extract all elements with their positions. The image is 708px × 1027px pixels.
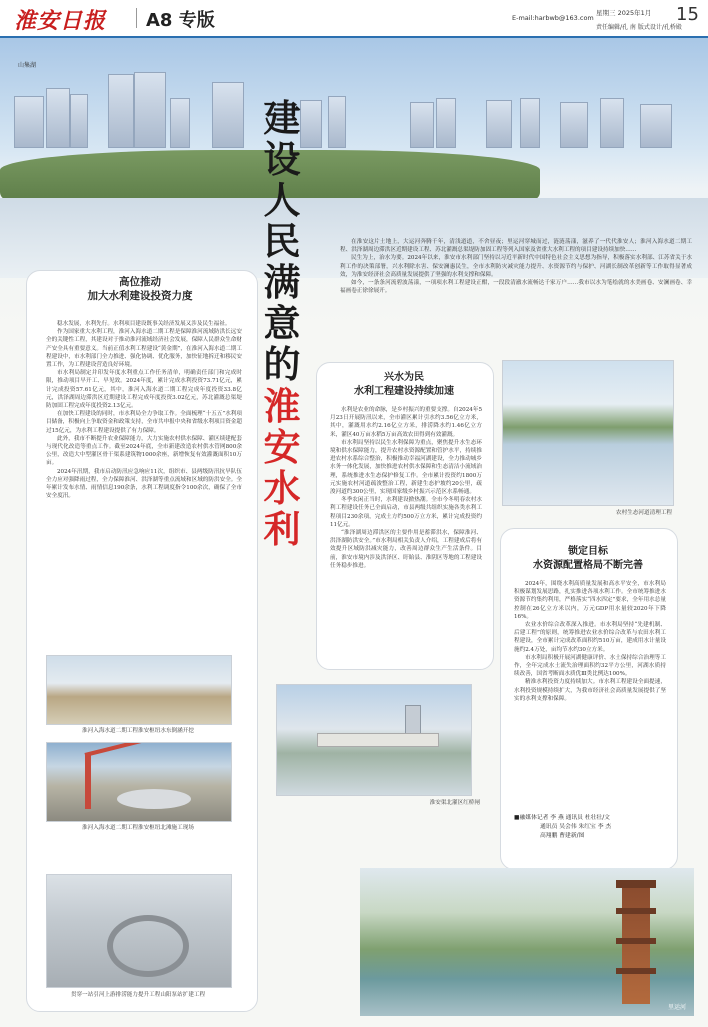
photo-section1-c [46, 874, 232, 988]
section1-title-1: 高位推动 [119, 276, 161, 288]
masthead-divider [136, 8, 137, 28]
section3-text: 2024年，围绕水利高质量发展和高水平安全，市水利局积极谋划发展思路，扎实推进各项水利工作。全市统筹推进水资源节约集约利用，严格落实“四水四定”要求，全年用水总量控制在26亿立方米以内，万元GDP用水量较2020年下降16%。 农业水价综合改革深入推进。市水利局坚持“先建机制、后建工程”的原则，统筹推进农业水价综合改革与农田水利工程建设，全市累计完成改革面积约510万亩，建成用水计量设施约2.4万处，亩均节水约30立方米。 市水利局积极开展河湖健康评价、水土保持综合治理等工作，全年完成水土流失治理面积约32平方公里，河湖水质持续改善，国省考断面水质优Ⅲ类比例达100%。 精准水利投资力度持续加大。市水利工程建设全面提速，水利投资规模持续扩大，为我市经济社会高质量发展提供了坚实的水利支撑和保障。 [514, 581, 666, 702]
credits: ■融媒体记者 李 燕 通讯员 杜壮壮/文 通讯员 吴会伟 朱红宝 李 杰 高翔鹏 曹建新/图 [514, 815, 612, 839]
caption-section2-right: 农村生态河道清理工程 [616, 510, 672, 516]
section2-title-2: 水利工程建设持续加速 [354, 386, 454, 397]
photo-section1-a [46, 655, 232, 725]
masthead-email: E-mail:harbwb@163.com [512, 14, 594, 22]
page-number: 15 [676, 4, 699, 25]
photo-section2-bottom [276, 684, 472, 796]
photo-section1-b [46, 742, 232, 822]
photo-section2-right [502, 360, 674, 506]
hero-caption: 山集湖 [18, 62, 37, 69]
photo-bottom-right [360, 868, 694, 1016]
headline-black: 建 设 人 民 满 意 的 [263, 97, 301, 386]
page-code: A8 专版 [146, 10, 215, 31]
masthead [0, 0, 708, 38]
caption-section1-a: 淮河入海水道二期工程淮安枢纽水东倒涵开挖 [82, 728, 194, 734]
section3-title-1: 锁定目标 [568, 546, 608, 557]
masthead-editors: 责任编辑/孔 南 版式设计/孔桥殿 [596, 24, 682, 31]
intro-text: 在淮安这片土地上，大运河奔腾千年，清浅道道，不舍昼夜；里运河穿城而过，涟涟荡漾，滋养了一代代淮安人；淮河入海水道二期工程、洪泽湖周边滞洪区近期建设工程、苏北灌溉总渠堤防加固工程等列入国家及省重大水利工程的项目建设持续加快…… 民生为上，治水为要。2024年以来，淮安市水利部门坚持以习近平新时代中国特色社会主义思想为指导，积极落实水利部、江苏省关于水利工作的决策部署，兴水利除水害、保安澜惠民生，全市水利防灾减灾能力提升、水资源节约与保护、河湖长制改革创新等工作取得显著成效，为淮安经济社会高质量发展提供了坚强的水利支撑和保障。 如今，一条条河流碧波荡漾，一项项水利工程建设正酣，一段段清澈水流畅达千家万户……我市以水为笔绘就的水美画卷、安澜画卷、幸福画卷正徐徐展开。 [340, 239, 692, 295]
caption-section1-b: 淮河入海水道二期工程淮安枢纽北滩施工现场 [82, 825, 194, 831]
headline-red: 淮 安 水 利 [263, 385, 301, 551]
section2-title-1: 兴水为民 [384, 372, 424, 383]
section3-title-2: 水资源配置格局不断完善 [533, 560, 643, 571]
section2-text: 水利是农业的命脉，是乡村振兴的重要支撑。自2024年5月23日开展防汛以来，全市灌区累计引水约3.56亿立方米，其中，灌溉用水约2.16亿立方米，排涝降水约1.46亿立方米，灌区40万亩水稻5万亩高效农田得到有效灌溉。 市水利局坚持以民生水利保障为重点，聚焦提升水生态环境和供水保障能力，提升农村水资源配置和管护水平，持续推进农村水系综合整治，积极推动幸福河湖建设，全力推动城乡水务一体化发展，加快推进农村供水保障和生态清洁小流域治理，系统推进水生态保护修复工作。全市累计投资约1800万元实施农村河道疏浚整治工程，新建生态护坡约20公里，疏浚河道约300公里，实现国家级乡村振兴示范区水系畅通。 冬季农闲正当时，水利建设掀热潮。全市今冬明春农村水利工程建设任务已全面启动，市县两级共组织实施各类水利工程项目230余项，完成土方约500万立方米，累计完成投资约11亿元。 “淮泽湖周边滞洪区的主要作用是蓄滞洪水，保障淮河、洪泽湖防洪安全。”市水利局相关负责人介绍，工程建成后将有效提升区域防洪减灾能力，改善周边群众生产生活条件。目前，淮安市境内涉及洪泽区、盱眙县、淮阴区等地的工程建设任务稳步推进。 [330, 407, 482, 569]
section1-title-2: 加大水利建设投资力度 [87, 290, 193, 302]
masthead-date: 星期三 2025年1月 [596, 9, 652, 17]
newspaper-logo: 淮安日报 [14, 8, 107, 34]
section1-text: 稳水发展，水利先行。水利项目建设既事关经济发展又涉及民生福祉。 作为国家重大水利工程，淮河入海水道二期工程是保障淮河流域防洪长远安全的关键性工程，其建设对于推动淮河流域经济社会发展，保障人民群众生命财产安全具有重要意义。当前正值水利工程建设“黄金期”，在淮河入海水道二期工程建设中，市水利部门全力推进、强化协调、优化服务，加快征地拆迁和移民安置工作，为工程建设营造良好环境。 市水利局制定并印发年度水利重点工作任务清单，明确责任部门和完成时限，推动项目早开工、早见效。2024年度，累计完成水利投资73.71亿元，累计完成投资57.61亿元，其中，淮河入海水道二期工程完成年度投资33.8亿元，洪泽湖周边滞洪区近期建设工程完成年度投资3.02亿元，苏北灌溉总渠堤防加固工程完成年度投资2.13亿元。 在加快工程建设的同时，市水利局全力争取工作。全面梳理“十五五”水利项目储备，积极向上争取资金和政策支持，全市共申报中央和省级水利项目资金超过15亿元，为水利工程建设提供了有力保障。 此外，我市不断提升农业保障能力，大力实施农村供水保障、灌区续建配套与现代化改造等重点工作。截至2024年底，全市新建改造农村供水管网800余公里，改造大中型灌区骨干渠系建筑物1000余座，新增恢复有效灌溉面积10万亩。 2024年汛期，我市启动防汛应急响应11次，组织市、县两级防汛抗旱队伍全力应对强降雨过程，全力保障淮河、洪泽湖等重点流域和区域的防洪安全。全年累计发布水情、雨情信息190余条，水利工程调度指令100余次，确保了全市安全度汛。 [46, 321, 242, 500]
section-name: 专版 [178, 10, 215, 31]
caption-section1-c: 贯穿一站引河上游排涝能力提升工程山阳泵站扩建工程 [70, 992, 206, 998]
caption-section2-bottom: 淮安渠北灌区红桥闸 [429, 800, 480, 806]
caption-bottom-right: 里运河 [668, 1004, 687, 1011]
